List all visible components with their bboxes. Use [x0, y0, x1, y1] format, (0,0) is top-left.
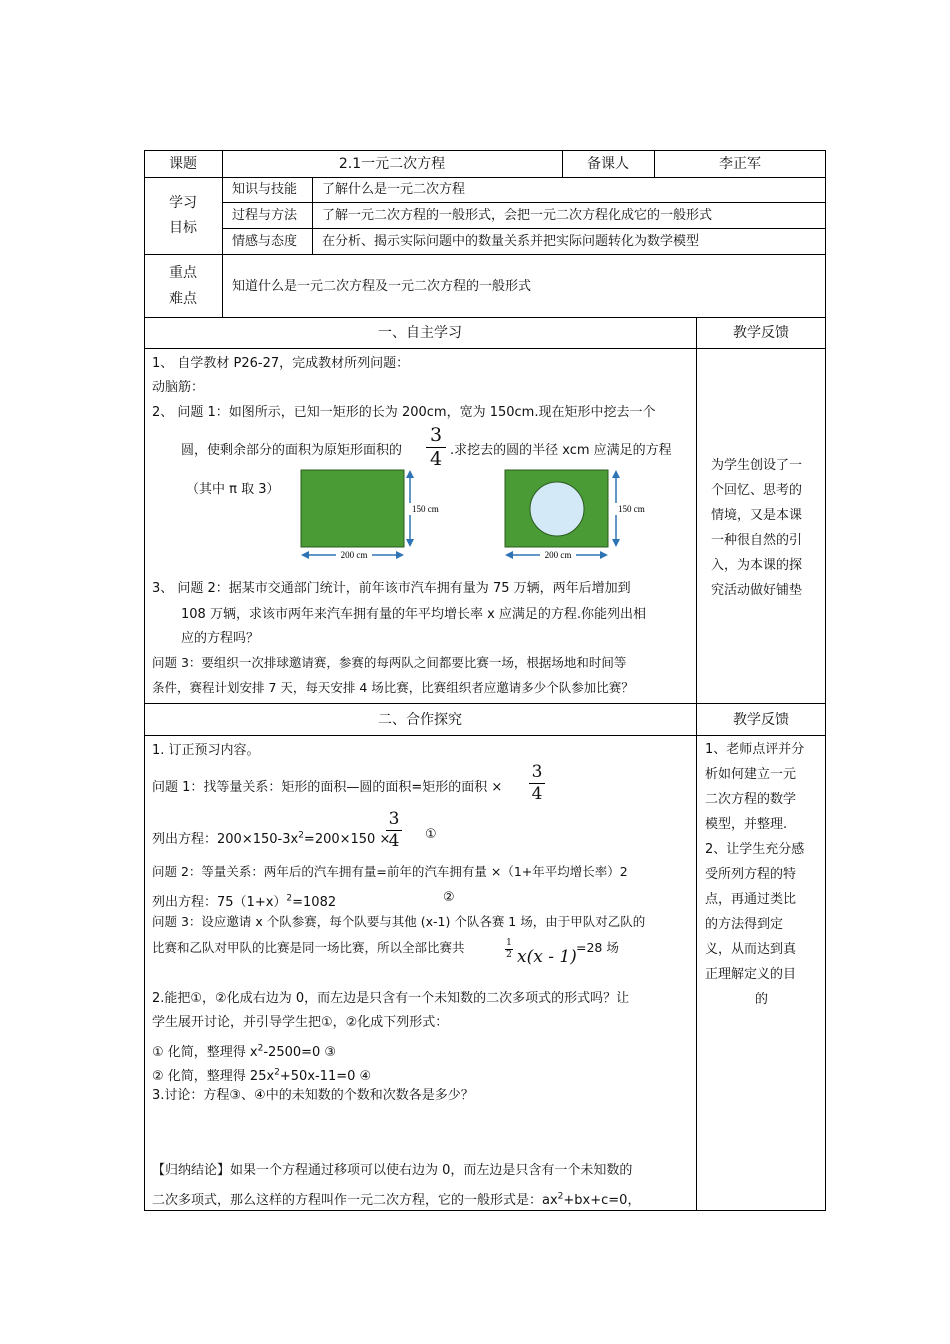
- s1-feedback-2: 个回忆、思考的: [711, 483, 803, 498]
- goals-col-divider: [312, 177, 313, 255]
- form2-left: ② 化简，整理得 25x: [152, 1069, 275, 1084]
- s1-fraction-three-quarters: [426, 426, 446, 469]
- s2-problem3-line-1: 问题 3：设应邀请 x 个队参赛，每个队要与其他 (x-1) 个队各赛 1 场，由于甲队对乙队的: [152, 914, 646, 929]
- form1-exponent: 2: [257, 1043, 264, 1054]
- height-arrow-bottom: [406, 539, 414, 547]
- height-label-2: 150 cm: [618, 504, 645, 514]
- section1-title-line: [144, 348, 826, 349]
- s2-feedback-3: 二次方程的数学: [705, 792, 797, 807]
- cut-out-circle: [530, 482, 584, 536]
- s2-discussion-3: 3.讨论：方程③、④中的未知数的个数和次数各是多少？: [152, 1088, 474, 1103]
- half-numerator: 1: [506, 938, 512, 948]
- s2-expression: x(x - 1): [517, 947, 577, 967]
- topic-value: 2.1一元二次方程: [338, 156, 446, 172]
- s1-feedback-4: 一种很自然的引: [711, 533, 803, 548]
- header-divider-1: [222, 150, 223, 318]
- s2-feedback-4: 模型，并整理.: [705, 817, 788, 832]
- conclusion-exponent: 2: [557, 1191, 564, 1202]
- form2-right: +50x-11=0 ④: [279, 1069, 372, 1084]
- s2-problem2: 问题 2：等量关系：两年后的汽车拥有量=前年的汽车拥有量 ×（1+年平均增长率）2: [152, 864, 628, 879]
- s1-line-4a: 圆，使剩余部分的面积为原矩形面积的: [181, 443, 403, 458]
- width-arrow-left-2: [505, 551, 513, 559]
- keypoints-label-1: 重点: [169, 265, 197, 281]
- s2-line-1: 1. 订正预习内容。: [152, 743, 260, 758]
- width-arrow-left: [301, 551, 309, 559]
- height-arrow-top-2: [612, 470, 620, 478]
- section2-feedback-title: 教学反馈: [733, 712, 789, 728]
- eq1-tag: ①: [425, 827, 437, 842]
- goals-label-1: 学习: [169, 195, 197, 211]
- s2-feedback-6: 受所列方程的特: [705, 867, 797, 882]
- s1-line-1: 1、 自学教材 P26-27，完成教材所列问题：: [152, 356, 410, 371]
- frac-denominator: 4: [531, 784, 543, 804]
- frac-numerator: 3: [429, 424, 443, 446]
- s2-discussion-2: 学生展开讨论，并引导学生把①，②化成下列形式：: [152, 1015, 449, 1030]
- height-label: 150 cm: [412, 504, 439, 514]
- preparer-label: 备课人: [587, 156, 629, 172]
- eq2-exponent: 2: [286, 893, 293, 904]
- s2-feedback-1: 1、老师点评并分: [705, 742, 805, 757]
- section2-title: 二、合作探究: [378, 712, 462, 728]
- row-line-2: [222, 202, 826, 203]
- s2-problem3-end: =28 场: [576, 940, 619, 955]
- s2-problem3-line-2: 比赛和乙队对甲队的比赛是同一场比赛，所以全部比赛共: [152, 940, 465, 955]
- width-label-2: 200 cm: [544, 550, 572, 560]
- section2-title-line: [144, 735, 826, 736]
- s2-form-1: [152, 1041, 336, 1060]
- goal-content-attitude: 在分析、揭示实际问题中的数量关系并把实际问题转化为数学模型: [322, 234, 700, 249]
- s2-fraction-1: [529, 764, 545, 803]
- s2-feedback-7: 点，再通过类比: [705, 892, 797, 907]
- frac-denominator: 4: [388, 831, 400, 851]
- s1-feedback-5: 入，为本课的探: [711, 558, 803, 573]
- s1-line-5: （其中 π 取 3）: [186, 482, 280, 497]
- form1-right: -2500=0 ③: [263, 1045, 337, 1060]
- eq1-right: =200×150 ×: [303, 832, 391, 847]
- s1-problem3-line-2: 条件，赛程计划安排 7 天，每天安排 4 场比赛，比赛组织者应邀请多少个队参加比赛？: [152, 680, 634, 695]
- figure-rectangle: [296, 466, 466, 566]
- s1-feedback-6: 究活动做好铺垫: [711, 583, 803, 598]
- topic-label: 课题: [169, 156, 197, 172]
- s2-feedback-11: 的: [755, 992, 769, 1007]
- s2-problem1: 问题 1：找等量关系：矩形的面积—圆的面积=矩形的面积 ×: [152, 780, 503, 795]
- eq1-exponent: 2: [298, 830, 304, 841]
- width-label: 200 cm: [340, 550, 368, 560]
- s1-problem2-line-2: 108 万辆，求该市两年来汽车拥有量的年平均增长率 x 应满足的方程.你能列出相: [181, 607, 647, 622]
- goal-category-knowledge: 知识与技能: [232, 182, 298, 197]
- half-denominator: 2: [506, 950, 512, 960]
- s2-fraction-2: [386, 811, 402, 850]
- goal-category-attitude: 情感与态度: [232, 234, 298, 249]
- green-rectangle: [301, 470, 404, 547]
- goals-label-2: 目标: [169, 220, 197, 236]
- goal-content-knowledge: 了解什么是一元二次方程: [322, 182, 466, 197]
- figure-rectangle-with-circle: [500, 466, 670, 566]
- eq2-right: =1082: [292, 895, 337, 910]
- preparer-value: 李正军: [719, 156, 761, 172]
- conclusion-left: 二次多项式，那么这样的方程叫作一元二次方程，它的一般形式是：ax: [152, 1193, 558, 1208]
- s1-feedback-1: 为学生创设了一: [711, 458, 803, 473]
- s1-problem2-line-3: 应的方程吗？: [181, 631, 260, 646]
- frac-denominator: 4: [429, 448, 443, 470]
- s2-equation-1: [152, 828, 390, 847]
- s2-feedback-2: 析如何建立一元: [705, 767, 797, 782]
- section1-col-divider: [696, 317, 697, 704]
- s1-problem3-line-1: 问题 3：要组织一次排球邀请赛，参赛的每两队之间都要比赛一场，根据场地和时间等: [152, 655, 627, 670]
- eq2-tag: ②: [443, 890, 455, 905]
- s2-feedback-8: 的方法得到定: [705, 917, 784, 932]
- frac-numerator: 3: [388, 809, 400, 829]
- s2-fraction-half: [505, 939, 513, 960]
- section1-feedback-title: 教学反馈: [733, 325, 789, 341]
- section1-title: 一、自主学习: [378, 325, 462, 341]
- form1-left: ① 化简，整理得 x: [152, 1045, 258, 1060]
- conclusion-right: +bx+c=0，: [563, 1193, 641, 1208]
- s2-conclusion-1: 【归纳结论】如果一个方程通过移项可以使右边为 0，而左边是只含有一个未知数的: [152, 1163, 633, 1178]
- s2-form-2: [152, 1065, 371, 1084]
- s1-line-4b: .求挖去的圆的半径 xcm 应满足的方程: [450, 443, 672, 458]
- row-line-3: [222, 228, 826, 229]
- s1-line-3: 2、 问题 1：如图所示，已知一矩形的长为 200cm，宽为 150cm.现在矩形中挖去一个: [152, 405, 656, 420]
- height-arrow-top: [406, 470, 414, 478]
- s2-conclusion-2: [152, 1189, 640, 1208]
- goal-content-process: 了解一元二次方程的一般形式，会把一元二次方程化成它的一般形式: [322, 208, 713, 223]
- s1-line-2: 动脑筋：: [152, 380, 205, 395]
- eq2-left: 列出方程：75（1+x）: [152, 895, 287, 910]
- s2-equation-2: [152, 891, 336, 910]
- s1-problem2-line-1: 3、 问题 2：据某市交通部门统计，前年该市汽车拥有量为 75 万辆，两年后增加到: [152, 581, 631, 596]
- s2-feedback-9: 义，从而达到真: [705, 942, 797, 957]
- frac-numerator: 3: [531, 762, 543, 782]
- goal-category-process: 过程与方法: [232, 208, 298, 223]
- height-arrow-bottom-2: [612, 539, 620, 547]
- s2-feedback-10: 正理解定义的目: [705, 967, 797, 982]
- width-arrow-right: [396, 551, 404, 559]
- section2-col-divider: [696, 703, 697, 1211]
- keypoints-content: 知道什么是一元二次方程及一元二次方程的一般形式: [232, 279, 532, 294]
- row-line-4: [144, 254, 826, 255]
- s2-discussion-1: 2.能把①，②化成右边为 0，而左边是只含有一个未知数的二次多项式的形式吗？让: [152, 991, 630, 1006]
- width-arrow-right-2: [600, 551, 608, 559]
- s2-feedback-5: 2、让学生充分感: [705, 842, 805, 857]
- row-line-1: [144, 177, 826, 178]
- s1-feedback-3: 情境，又是本课: [711, 508, 803, 523]
- keypoints-label-2: 难点: [169, 291, 197, 307]
- eq1-left: 列出方程：200×150-3x: [152, 832, 299, 847]
- form2-exponent: 2: [274, 1067, 280, 1078]
